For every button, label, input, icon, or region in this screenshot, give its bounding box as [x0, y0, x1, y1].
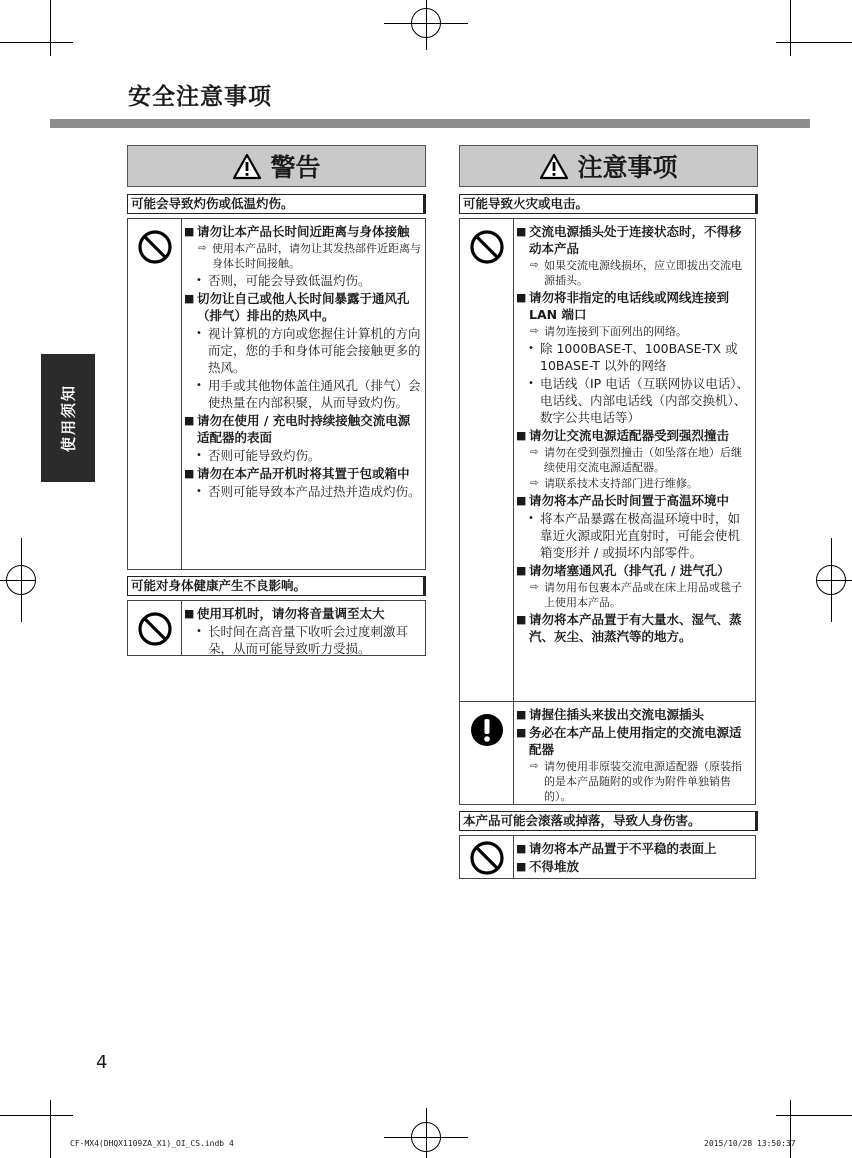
item-note: ⇨ 请勿连接到下面列出的网络。 — [516, 324, 751, 339]
item-bullet: • 否则可能导致灼伤。 — [184, 447, 421, 464]
item-list — [516, 839, 751, 875]
crop-mark — [426, 1108, 427, 1158]
side-tab-label: 使用须知 — [59, 383, 78, 453]
item-bullet: • 除 1000BASE-T、100BASE-TX 或 10BASE-T 以外的网络 — [516, 340, 751, 374]
icon-cell — [128, 219, 182, 569]
item-title: ■ 交流电源插头处于连接状态时，不得移动本产品 — [516, 223, 751, 257]
prohibition-icon — [137, 229, 173, 265]
item-title: ■ 切勿让自己或他人长时间暴露于通风孔（排气）排出的热风中。 — [184, 290, 421, 324]
item-bullet: • 将本产品暴露在极高温环境中时，如靠近火源或阳光直射时，可能会使机箱变形并 / 或损坏内部零件。 — [516, 510, 751, 561]
item-note: ⇨ 如果交流电源线损坏，应立即拔出交流电源插头。 — [516, 258, 751, 288]
caution-block-fall — [459, 835, 756, 879]
crop-mark — [50, 1100, 51, 1158]
crop-mark — [790, 1100, 791, 1158]
item-bullet: • 视计算机的方向或您握住计算机的方向而定，您的手和身体可能会接触更多的热风。 — [184, 325, 421, 376]
icon-cell — [128, 601, 182, 655]
item-note: ⇨ 请勿在受到强烈撞击（如坠落在地）后继续使用交流电源适配器。 — [516, 445, 751, 475]
item-title: ■ 务必在本产品上使用指定的交流电源适配器 — [516, 724, 751, 758]
crop-mark — [0, 1115, 73, 1116]
item-list — [184, 222, 421, 501]
warning-header-label: 警告 — [270, 153, 321, 182]
caution-header — [459, 145, 758, 187]
caution-block-prohibit — [459, 218, 756, 702]
caution-header-label: 注意事项 — [577, 153, 678, 182]
item-list — [516, 705, 751, 805]
item-list — [516, 222, 751, 645]
item-note: ⇨ 请勿用布包裹本产品或在床上用品或毯子上使用本产品。 — [516, 580, 751, 610]
item-title: ■ 请勿将本产品置于有大量水、湿气、蒸汽、灰尘、油蒸汽等的地方。 — [516, 611, 751, 645]
footer-date: 2015/10/28 13:50:37 — [704, 1139, 796, 1148]
item-list — [184, 604, 421, 658]
item-title: ■ 使用耳机时，请勿将音量调至太大 — [184, 605, 421, 622]
side-tab — [41, 354, 95, 482]
item-bullet: • 长时间在高音量下收听会过度刺激耳朵，从而可能导致听力受损。 — [184, 623, 421, 657]
crop-mark — [50, 0, 51, 56]
item-note: ⇨ 使用本产品时，请勿让其发热部件近距离与身体长时间接触。 — [184, 241, 421, 271]
category-label: 本产品可能会滚落或掉落，导致人身伤害。 — [459, 811, 758, 831]
item-title: ■ 请勿在本产品开机时将其置于包或箱中 — [184, 465, 421, 482]
page-title: 安全注意事项 — [128, 84, 272, 110]
crop-mark — [384, 1137, 468, 1138]
crop-mark — [776, 42, 852, 43]
item-title: ■ 请勿让本产品长时间近距离与身体接触 — [184, 223, 421, 240]
prohibition-icon — [469, 229, 505, 265]
crop-mark — [776, 1115, 852, 1116]
item-bullet: • 电话线（IP 电话（互联网协议电话）、电话线、内部电话线（内部交换机）、数字公共电话等） — [516, 375, 751, 426]
item-title: ■ 请勿让交流电源适配器受到强烈撞击 — [516, 427, 751, 444]
crop-mark — [426, 0, 427, 50]
item-title: ■ 请勿在使用 / 充电时持续接触交流电源适配器的表面 — [184, 412, 421, 446]
crop-mark — [0, 580, 36, 581]
crop-mark — [0, 42, 73, 43]
item-title: ■ 请勿堵塞通风孔（排气孔 / 进气孔） — [516, 562, 751, 579]
category-label: 可能对身体健康产生不良影响。 — [127, 576, 426, 596]
item-title: ■ 请勿将本产品长时间置于高温环境中 — [516, 492, 751, 509]
item-note: ⇨ 请勿使用非原装交流电源适配器（原装指的是本产品随附的或作为附件单独销售的）。 — [516, 759, 751, 804]
item-title: ■ 请勿将本产品置于不平稳的表面上 — [516, 840, 751, 857]
title-rule — [50, 119, 810, 128]
category-label: 可能会导致灼伤或低温灼伤。 — [127, 194, 426, 214]
warning-block-burns — [127, 218, 426, 570]
warning-block-health — [127, 600, 426, 656]
warning-header — [127, 145, 426, 187]
item-bullet: • 否则可能导致本产品过热并造成灼伤。 — [184, 483, 421, 500]
warning-triangle-icon — [232, 153, 262, 180]
page-number: 4 — [96, 1052, 108, 1073]
exclamation-icon — [469, 712, 505, 748]
prohibition-icon — [469, 840, 505, 876]
item-title: ■ 请勿将非指定的电话线或网线连接到 LAN 端口 — [516, 289, 751, 323]
icon-cell — [460, 219, 514, 701]
item-title: ■ 不得堆放 — [516, 858, 751, 875]
icon-cell — [460, 702, 514, 804]
warning-triangle-icon — [539, 153, 569, 180]
crop-mark — [816, 580, 852, 581]
item-bullet: • 用手或其他物体盖住通风孔（排气）会使热量在内部积聚，从而导致灼伤。 — [184, 377, 421, 411]
item-bullet: • 否则，可能会导致低温灼伤。 — [184, 272, 421, 289]
icon-cell — [460, 836, 514, 878]
category-label: 可能导致火灾或电击。 — [459, 194, 758, 214]
footer-file: CF-MX4(DHQX1109ZA_X1)_OI_CS.indb 4 — [70, 1139, 234, 1148]
caution-block-mandatory — [459, 701, 756, 805]
crop-mark — [790, 0, 791, 56]
item-title: ■ 请握住插头来拔出交流电源插头 — [516, 706, 751, 723]
prohibition-icon — [137, 611, 173, 647]
item-note: ⇨ 请联系技术支持部门进行维修。 — [516, 476, 751, 491]
crop-mark — [384, 23, 468, 24]
